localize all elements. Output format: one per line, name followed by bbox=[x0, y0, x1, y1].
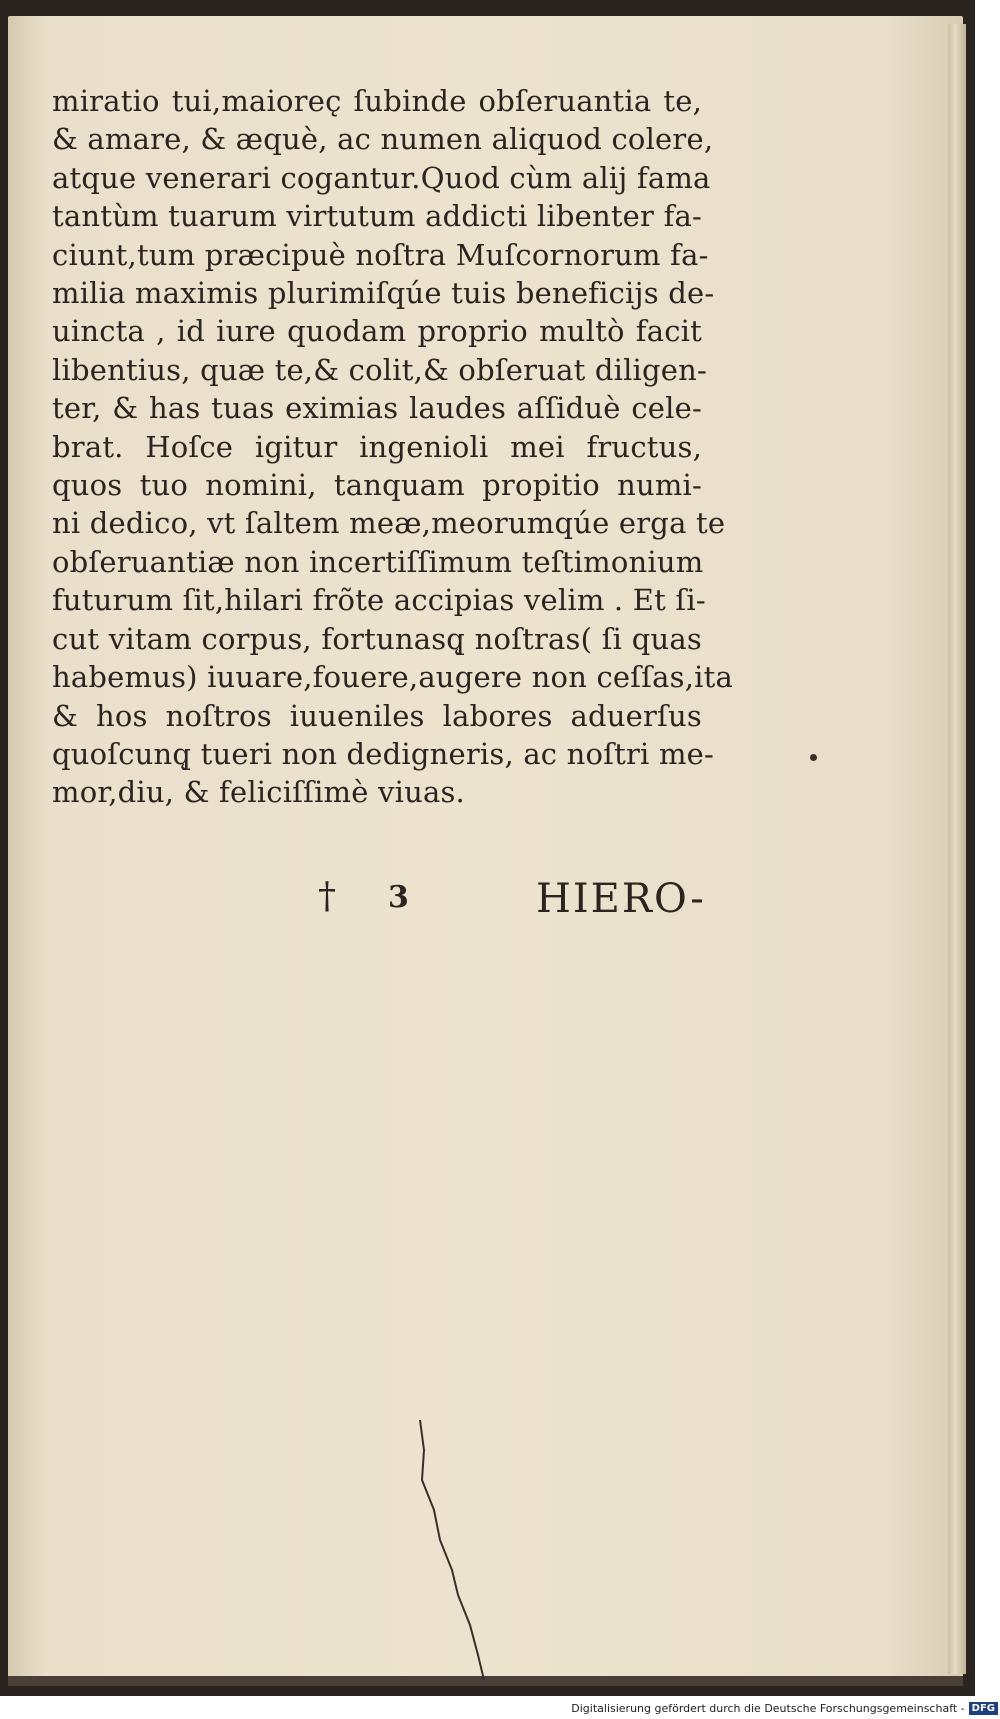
paper-crack bbox=[400, 1420, 520, 1680]
signature-mark: † bbox=[318, 876, 336, 917]
page-edge bbox=[948, 24, 966, 1674]
signature-number: 3 bbox=[388, 880, 409, 915]
text-line-14: futurum ſit,hilari frõte accipias velim . Et ſi- bbox=[52, 583, 706, 618]
text-line-8: libentius, quæ te,& colit,& obſeruat diligen- bbox=[52, 352, 708, 387]
text-line-2: & amare, & æquè, ac numen aliquod colere, bbox=[52, 122, 714, 157]
catchword: HIERO- bbox=[536, 876, 706, 922]
text-line-10: brat. Hoſce igitur ingenioli mei fructus, bbox=[52, 429, 702, 464]
page-footer-marks bbox=[318, 876, 738, 926]
dfg-logo: DFG bbox=[969, 1702, 998, 1715]
text-line-5: ciunt,tum præcipuè noſtra Muſcornorum fa- bbox=[52, 237, 709, 272]
text-line-17: & hos noſtros iuueniles labores aduerſus bbox=[52, 698, 702, 733]
text-line-7: uincta , id iure quodam proprio multò facit bbox=[52, 314, 702, 349]
body-text bbox=[52, 82, 733, 812]
text-line-6: milia maximis plurimiſqúe tuis beneficijs de- bbox=[52, 276, 715, 311]
text-line-15: cut vitam corpus, fortunasq̨ noſtras( ſi quas bbox=[52, 621, 702, 656]
text-line-11: quos tuo nomini, tanquam propitio numi- bbox=[52, 468, 702, 503]
text-line-18: quoſcunq̨ tueri non dedigneris, ac noſtri me- bbox=[52, 736, 715, 771]
text-line-16: habemus) iuuare,fouere,augere non ceſſas,ita bbox=[52, 660, 733, 695]
ink-speck bbox=[810, 754, 817, 761]
text-line-9: ter, & has tuas eximias laudes aſſiduè cele- bbox=[52, 391, 702, 426]
text-line-12: ni dedico, vt ſaltem meæ,meorumqúe erga te bbox=[52, 506, 726, 541]
text-line-19: mor,diu, & feliciſſimè viuas. bbox=[52, 775, 465, 810]
text-line-13: obſeruantiæ non incertiſſimum teſtimonium bbox=[52, 544, 704, 579]
text-line-3: atque venerari cogantur.Quod cùm alij fama bbox=[52, 160, 711, 195]
digitization-note: Digitalisierung gefördert durch die Deutsche Forschungsgemeinschaft - bbox=[571, 1701, 965, 1715]
text-line-4: tantùm tuarum virtutum addicti libenter fa- bbox=[52, 199, 702, 234]
digitization-credit bbox=[571, 1699, 998, 1717]
text-line-1: miratio tui,maiorec̨ ſubinde obſeruantia te, bbox=[52, 84, 702, 118]
